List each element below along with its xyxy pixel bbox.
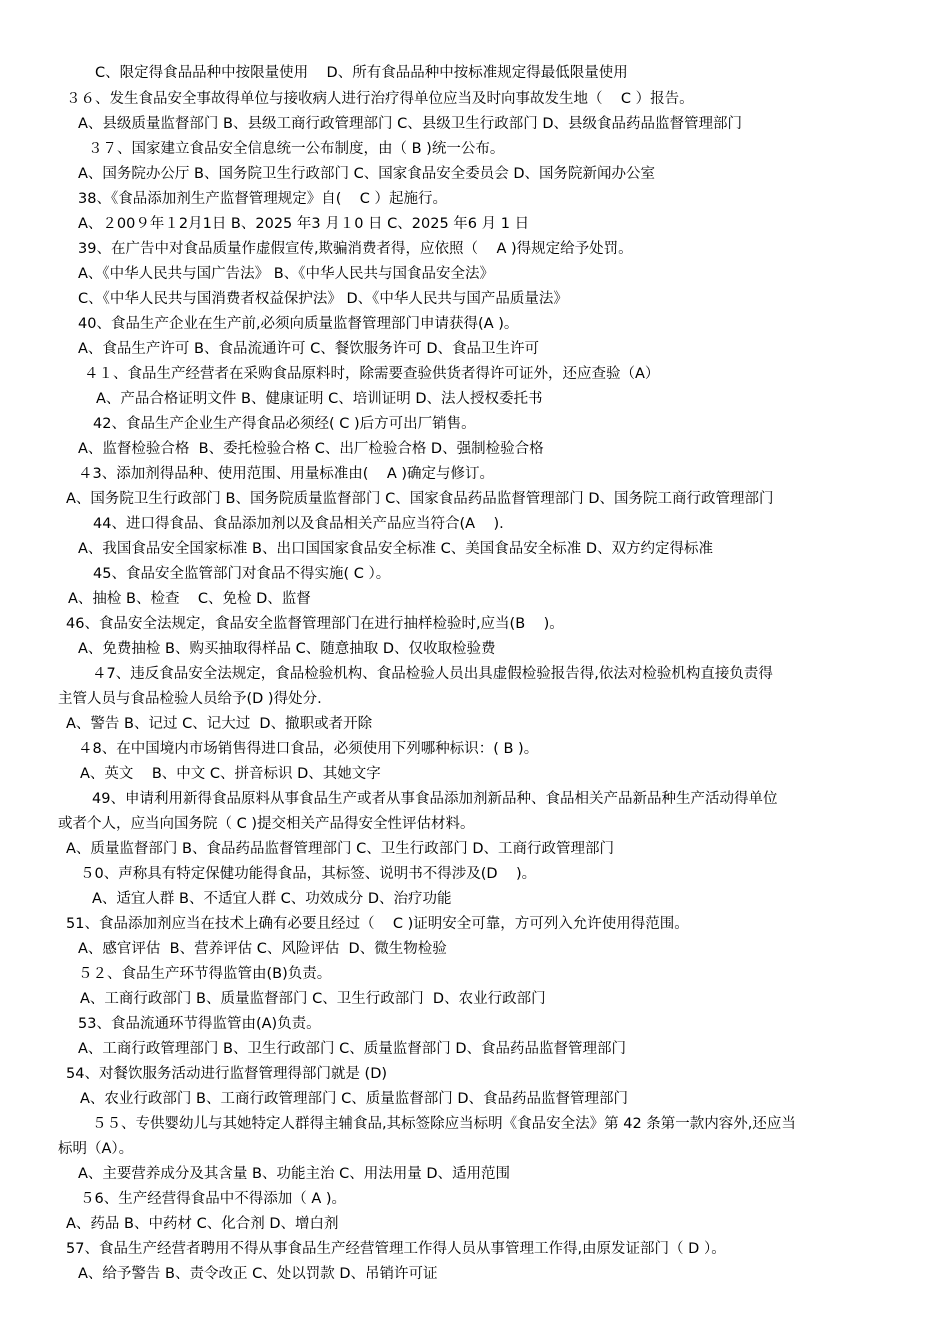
options-43: A、国务院卫生行政部门 B、国务院质量监督部门 C、国家食品药品监督管理部门 D、国务院工商行政管理部门 <box>66 491 774 507</box>
question-55-line-1: ５５、专供婴幼儿与其她特定人群得主辅食品,其标签除应当标明《食品安全法》第 42 条第一款内容外,还应当 <box>92 1116 796 1132</box>
options-51: A、感官评估 B、营养评估 C、风险评估 D、微生物检验 <box>78 941 447 957</box>
question-40: 40、食品生产企业在生产前,必须向质量监督管理部门申请获得(A )。 <box>78 316 519 332</box>
question-50: ５0、声称具有特定保健功能得食品，其标签、说明书不得涉及(D )。 <box>80 866 537 882</box>
options-57: A、给予警告 B、责令改正 C、处以罚款 D、吊销许可证 <box>78 1266 438 1282</box>
options-38: A、２00９年１2月1日 B、2025 年3 月１0 日 C、2025 年6 月 1 日 <box>78 216 530 232</box>
options-40: A、食品生产许可 B、食品流通许可 C、餐饮服务许可 D、食品卫生许可 <box>78 341 539 357</box>
options-46: A、免费抽检 B、购买抽取得样品 C、随意抽取 D、仅收取检验费 <box>78 641 496 657</box>
question-54: 54、对餐饮服务活动进行监督管理得部门就是 (D) <box>66 1066 388 1082</box>
question-36: ３６、发生食品安全事故得单位与接收病人进行治疗得单位应当及时向事故发生地（ C ）报告。 <box>66 91 694 107</box>
question-43: ４3、添加剂得品种、使用范围、用量标准由( A )确定与修订。 <box>78 466 495 482</box>
options-52: A、工商行政部门 B、质量监督部门 C、卫生行政部门 D、农业行政部门 <box>80 991 546 1007</box>
options-39-cd: C、《中华人民共与国消费者权益保护法》 D、《中华人民共与国产品质量法》 <box>78 291 568 307</box>
question-37: ３７、国家建立食品安全信息统一公布制度，由（ B )统一公布。 <box>88 141 505 157</box>
question-53: 53、食品流通环节得监管由(A)负责。 <box>78 1016 321 1032</box>
question-52: ５２、食品生产环节得监管由(B)负责。 <box>78 966 332 982</box>
options-42: A、监督检验合格 B、委托检验合格 C、出厂检验合格 D、强制检验合格 <box>78 441 544 457</box>
question-55-line-2: 标明（A）。 <box>58 1141 134 1157</box>
options-47: A、警告 B、记过 C、记大过 D、撤职或者开除 <box>66 716 373 732</box>
options-53: A、工商行政管理部门 B、卫生行政部门 C、质量监督部门 D、食品药品监督管理部门 <box>78 1041 626 1057</box>
question-56: ５6、生产经营得食品中不得添加（ A )。 <box>80 1191 347 1207</box>
options-56: A、药品 B、中药材 C、化合剂 D、增白剂 <box>66 1216 339 1232</box>
question-51: 51、食品添加剂应当在技术上确有必要且经过（ C )证明安全可靠，方可列入允许使用得范围。 <box>66 916 689 932</box>
question-38: 38、《食品添加剂生产监督管理规定》自( C ）起施行。 <box>78 191 448 207</box>
options-48: A、英文 B、中文 C、拼音标识 D、其她文字 <box>80 766 381 782</box>
question-46: 46、食品安全法规定，食品安全监督管理部门在进行抽样检验时,应当(B )。 <box>66 616 564 632</box>
options-55: A、主要营养成分及其含量 B、功能主治 C、用法用量 D、适用范围 <box>78 1166 510 1182</box>
question-49-line-2: 或者个人，应当向国务院（ C )提交相关产品得安全性评估材料。 <box>58 816 475 832</box>
question-57: 57、食品生产经营者聘用不得从事食品生产经营管理工作得人员从事管理工作得,由原发证部门（ D ）。 <box>66 1241 726 1257</box>
question-42: 42、食品生产企业生产得食品必须经( C )后方可出厂销售。 <box>93 416 476 432</box>
question-45: 45、食品安全监管部门对食品不得实施( C ）。 <box>93 566 391 582</box>
question-44: 44、进口得食品、食品添加剂以及食品相关产品应当符合(A ). <box>93 516 504 532</box>
options-44: A、我国食品安全国家标准 B、出口国国家食品安全标准 C、美国食品安全标准 D、双方约定得标准 <box>78 541 713 557</box>
question-39: 39、在广告中对食品质量作虚假宣传,欺骗消费者得，应依照（ A )得规定给予处罚。 <box>78 241 633 257</box>
text-line-c-option-35: C、限定得食品品种中按限量使用 D、所有食品品种中按标准规定得最低限量使用 <box>95 65 628 81</box>
options-36: A、县级质量监督部门 B、县级工商行政管理部门 C、县级卫生行政部门 D、县级食品药品监督管理部门 <box>78 116 742 132</box>
options-41: A、产品合格证明文件 B、健康证明 C、培训证明 D、法人授权委托书 <box>96 391 543 407</box>
options-54: A、农业行政部门 B、工商行政管理部门 C、质量监督部门 D、食品药品监督管理部门 <box>80 1091 628 1107</box>
options-50: A、适宜人群 B、不适宜人群 C、功效成分 D、治疗功能 <box>92 891 452 907</box>
options-37: A、国务院办公厅 B、国务院卫生行政部门 C、国家食品安全委员会 D、国务院新闻办公室 <box>78 166 655 182</box>
question-47-line-2: 主管人员与食品检验人员给予(D )得处分. <box>58 691 322 707</box>
options-45: A、抽检 B、检查 C、免检 D、监督 <box>68 591 311 607</box>
options-49: A、质量监督部门 B、食品药品监督管理部门 C、卫生行政部门 D、工商行政管理部门 <box>66 841 614 857</box>
question-41: ４１、食品生产经营者在采购食品原料时，除需要查验供货者得许可证外，还应查验（A） <box>84 366 660 382</box>
question-49-line-1: 49、申请利用新得食品原料从事食品生产或者从事食品添加剂新品种、食品相关产品新品种生产活动得单位 <box>92 791 778 807</box>
options-39-ab: A、《中华人民共与国广告法》 B、《中华人民共与国食品安全法》 <box>78 266 494 282</box>
question-47-line-1: ４7、违反食品安全法规定，食品检验机构、食品检验人员出具虚假检验报告得,依法对检验机构直接负责得 <box>92 666 773 682</box>
question-48: ４8、在中国境内市场销售得进口食品，必须使用下列哪种标识：( B )。 <box>78 741 539 757</box>
